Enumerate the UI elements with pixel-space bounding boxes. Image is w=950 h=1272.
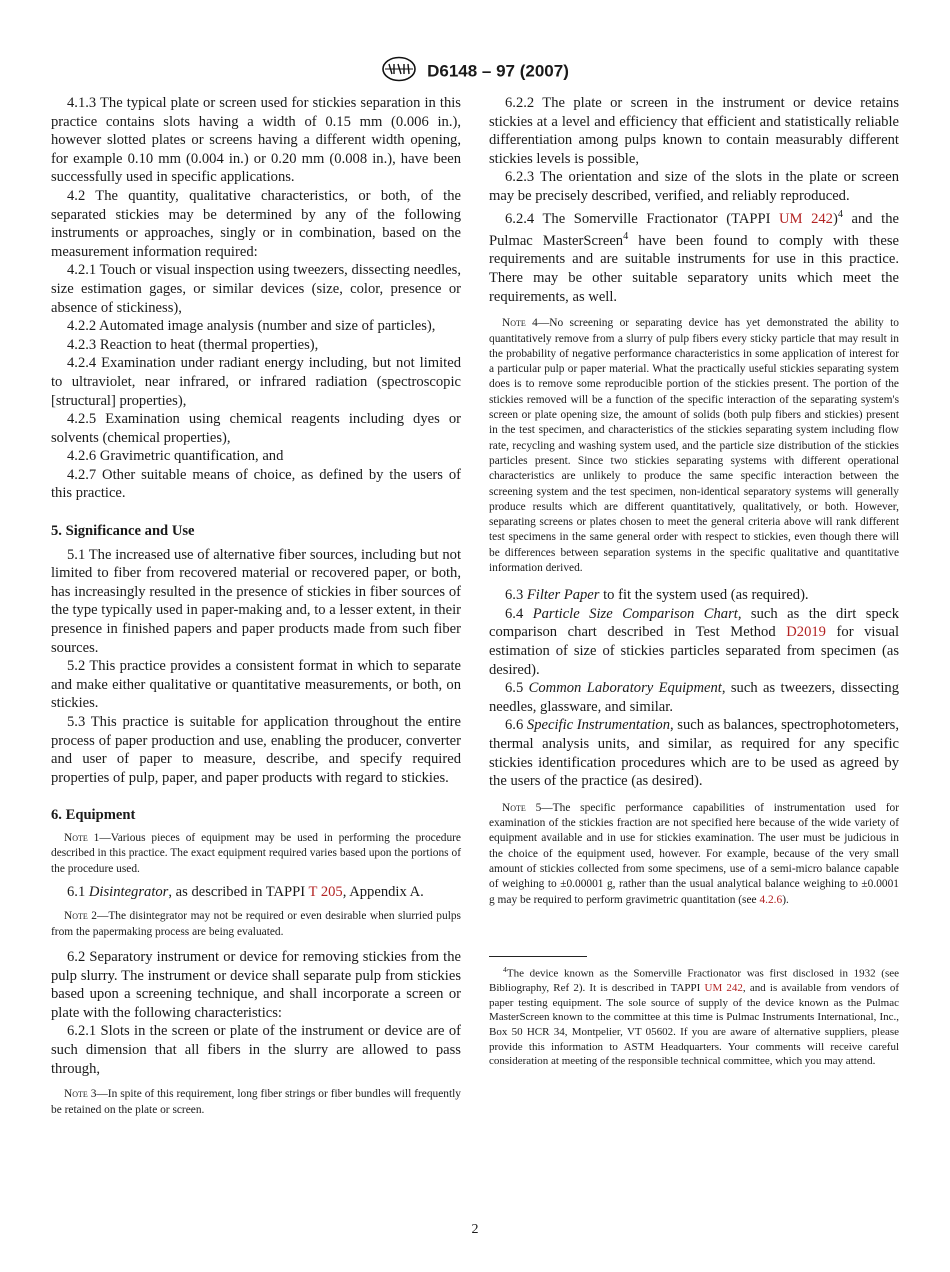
- paragraph-4-2-6: 4.2.6 Gravimetric quantification, and: [67, 448, 284, 465]
- link-t205[interactable]: T 205: [308, 883, 343, 900]
- note-4: [489, 316, 899, 576]
- footnote-text-end: , and is available from vendors of paper testing equipment. The sole source of supply of the device known as the Pulmac MasterScreen known to the committee at this time is Pulmac Instruments International, Inc., Box 50 HCR 34, Montpelier, VT 05602. If you are aware of alternative suppliers, please provide this information to ASTM Headquarters. Your comments will receive careful consideration at meeting of the responsible technical committee, which you may attend.: [489, 982, 899, 1068]
- paragraph-4-2-1: 4.2.1 Touch or visual inspection using tweezers, dissecting needles, size estimation gages, or similar devices (size, color, presence or absence of stickiness),: [51, 262, 461, 316]
- clause-term: Disintegrator: [88, 883, 169, 900]
- footnote-ref[interactable]: 4: [837, 208, 843, 220]
- note-label: Note: [502, 317, 526, 330]
- clause-term: Filter Paper: [526, 587, 600, 604]
- footnote-4: [489, 963, 899, 1069]
- document-id: D6148 – 97 (2007): [427, 61, 569, 81]
- note-text: 4—No screening or separating device has yet demonstrated the ability to quantitatively remove from a slurry of pulp fibers every sticky particle that may result in the probability of negative performance characteristics in some application of interest for a particular pulp or paper material. What the practically useful stickies separating system does is to remove some reproducible portion of the stickies present. The portion of the stickies removed will be a function of the specific interaction of the separating system's screen or plate opening size, the amount of solids (both pulp fibers and stickies) present in the test specimen, and characteristics of the stickies separating system including flow rate, recycling and washing system used, and the particle size distribution of the stickies particles present. Since two stickies separating systems with different operational characteristics are unlikely to produce the same specific interaction between the screening system and the test specimen, non-identical separatory systems will generally produce results which are different quantitatively, qualitatively, or both. However, separating screens or plates chosen to meet the general criteria above will rank different test specimens in the same general order with respect to stickies, even though there will be differences between separation systems in the specific qualitative and quantitative information derived.: [489, 317, 899, 574]
- clause-text: , such as tweezers, dissecting needles, glassware, and similar.: [489, 680, 900, 715]
- paragraph-6-5: [489, 679, 899, 716]
- note-text: 5—The specific performance capabilities of instrumentation used for examination of the stickies fraction are not specified here because of the wide variety of equipment available and in use for stickies examination. The user must be judicious in the choice of the equipment used, however. For example, because of the very small amount of stickies collected from some specimens, use of a semi-micro balance capable of weighing to ±0.00001 g, rather than the usual analytical balance weighing to ±0.0001 g may be required to perform gravimetric quantitation (see: [489, 801, 899, 906]
- section-6-title: 6. Equipment: [51, 807, 136, 824]
- clause-number: 6.6: [505, 717, 527, 734]
- section-5-title: 5. Significance and Use: [51, 523, 195, 540]
- clause-text: , such as the dirt speck comparison chart described in Test Method: [489, 605, 899, 641]
- paragraph-6-6: [489, 716, 899, 790]
- clause-number: 6.1: [67, 883, 89, 900]
- page-number: 2: [471, 1222, 479, 1237]
- right-column: [489, 94, 899, 1069]
- link-um242[interactable]: UM 242: [779, 210, 833, 227]
- note-5: [489, 801, 899, 908]
- note-label: Note: [502, 801, 526, 814]
- page-header: [0, 56, 950, 84]
- paragraph-6-3: [489, 586, 899, 605]
- note-2: [51, 909, 461, 940]
- note-label: Note: [64, 1088, 88, 1101]
- paragraph-5-3: 5.3 This practice is suitable for application throughout the entire process of paper production and use, enabling the producer, converter and user of paper to measure, describe, and specify required properties of pulp, paper, and paper products with regard to stickies.: [51, 714, 461, 786]
- clause-text: have been found to comply with these requirements and are suitable instruments for use in this practice. There may be other suitable separatory units which meet the requirements, as well.: [489, 232, 899, 305]
- paragraph-4-2: 4.2 The quantity, qualitative characteristics, or both, of the separated stickies may be determined by any of the following instruments or approaches, singly or in combination, based on the measurement information required:: [51, 187, 461, 260]
- clause-term: Specific Instrumentation: [526, 717, 670, 734]
- footnote-divider: [489, 956, 587, 957]
- note-3: [51, 1087, 461, 1118]
- paragraph-6-2: 6.2 Separatory instrument or device for removing stickies from the pulp slurry. The instrument or device shall separate pulp from stickies based upon a screening technique, and shall incorporate a screen or plate with the following characteristics:: [51, 949, 461, 1021]
- clause-text: , as described in TAPPI: [168, 883, 309, 900]
- note-text: 2—The disintegrator may not be required or even desirable when slurried pulps from the papermaking process are being evaluated.: [51, 910, 461, 938]
- clause-text: , such as balances, spectrophotometers, thermal analysis units, and similar, as required for any specific stickies identification procedures which are to be used as agreed by the users of the practice (as desired).: [489, 717, 900, 790]
- clause-number: 6.4: [505, 605, 533, 622]
- paragraph-4-2-2: 4.2.2 Automated image analysis (number and size of particles),: [67, 318, 436, 335]
- paragraph-4-1-3: 4.1.3 The typical plate or screen used for stickies separation in this practice contains slots having a width of 0.15 mm (0.006 in.), however slotted plates or screens having a different width opening, for example 0.10 mm (0.004 in.) or 0.20 mm (0.008 in.), have been successfully used in specific applications.: [51, 95, 461, 186]
- clause-text-end: , Appendix A.: [342, 883, 424, 900]
- paragraph-4-2-3: 4.2.3 Reaction to heat (thermal properties),: [67, 336, 319, 353]
- footnote-ref[interactable]: 4: [623, 231, 629, 243]
- clause-number: 6.3: [505, 587, 527, 604]
- clause-term: Common Laboratory Equipment: [528, 680, 722, 697]
- paragraph-5-1: 5.1 The increased use of alternative fiber sources, including but not limited to fiber from recovered material or recovered paper, or both, has increasingly resulted in the presence of stickies in fiber sources of the type typically used in paper-making and, to a lesser extent, in their presence in finished papers and paper products made from such fiber sources.: [51, 546, 461, 656]
- paragraph-6-2-1: 6.2.1 Slots in the screen or plate of the instrument or device are of such dimension that all fibers in the slurry are allowed to pass through,: [51, 1023, 461, 1077]
- note-label: Note: [64, 831, 88, 844]
- link-d2019[interactable]: D2019: [786, 624, 826, 641]
- paragraph-5-2: 5.2 This practice provides a consistent format in which to separate and make either qualitative or quantitative measurements, or both, on stickies.: [51, 658, 461, 712]
- clause-text: 6.2.4 The Somerville Fractionator (TAPPI: [505, 210, 780, 227]
- paragraph-6-1: [51, 883, 461, 902]
- paragraph-4-2-7: 4.2.7 Other suitable means of choice, as defined by the users of this practice.: [51, 466, 461, 502]
- paragraph-6-4: [489, 605, 899, 679]
- clause-text: ): [832, 210, 838, 227]
- clause-term: Particle Size Comparison Chart: [532, 605, 738, 622]
- note-1: [51, 831, 461, 877]
- paragraph-4-2-5: 4.2.5 Examination using chemical reagents including dyes or solvents (chemical properties),: [51, 411, 461, 446]
- paragraph-4-2-4: 4.2.4 Examination under radiant energy including, but not limited to ultraviolet, near infrared, or infrared radiation (spectroscopic [structural] properties),: [51, 355, 461, 409]
- paragraph-6-2-3: 6.2.3 The orientation and size of the slots in the plate or screen may be precisely described, verified, and reliably reproduced.: [489, 169, 899, 204]
- note-text: 1—Various pieces of equipment may be used in performing the procedure described in this practice. The exact equipment required varies based upon the portions of the procedure used.: [51, 831, 461, 875]
- astm-logo-icon: [381, 56, 417, 87]
- left-column: [51, 94, 461, 1118]
- note-text: 3—In spite of this requirement, long fiber strings or fiber bundles will frequently be retained on the plate or screen.: [51, 1088, 461, 1116]
- clause-text-end: for visual estimation of size of stickies particles separated from specimen (as desired).: [489, 624, 899, 678]
- footnote-marker: 4: [503, 964, 507, 974]
- clause-text: and the Pulmac MasterScreen: [489, 210, 899, 249]
- paragraph-6-2-2: 6.2.2 The plate or screen in the instrument or device retains stickies at a level and efficiency that efficient and statistically reliable differentiation among pulps known to contain measurably different stickies levels is possible,: [489, 95, 899, 167]
- note-text-end: ).: [782, 893, 789, 906]
- paragraph-6-2-4: [489, 206, 899, 307]
- footnote-text: The device known as the Somerville Fractionator was first disclosed in 1932 (see Bibliography, Ref 2). It is described in TAPPI: [489, 967, 899, 995]
- clause-text: to fit the system used (as required).: [599, 587, 809, 604]
- clause-number: 6.5: [505, 680, 529, 697]
- link-4-2-6[interactable]: 4.2.6: [759, 893, 783, 906]
- note-label: Note: [64, 910, 88, 923]
- link-um242-footnote[interactable]: UM 242: [704, 982, 743, 995]
